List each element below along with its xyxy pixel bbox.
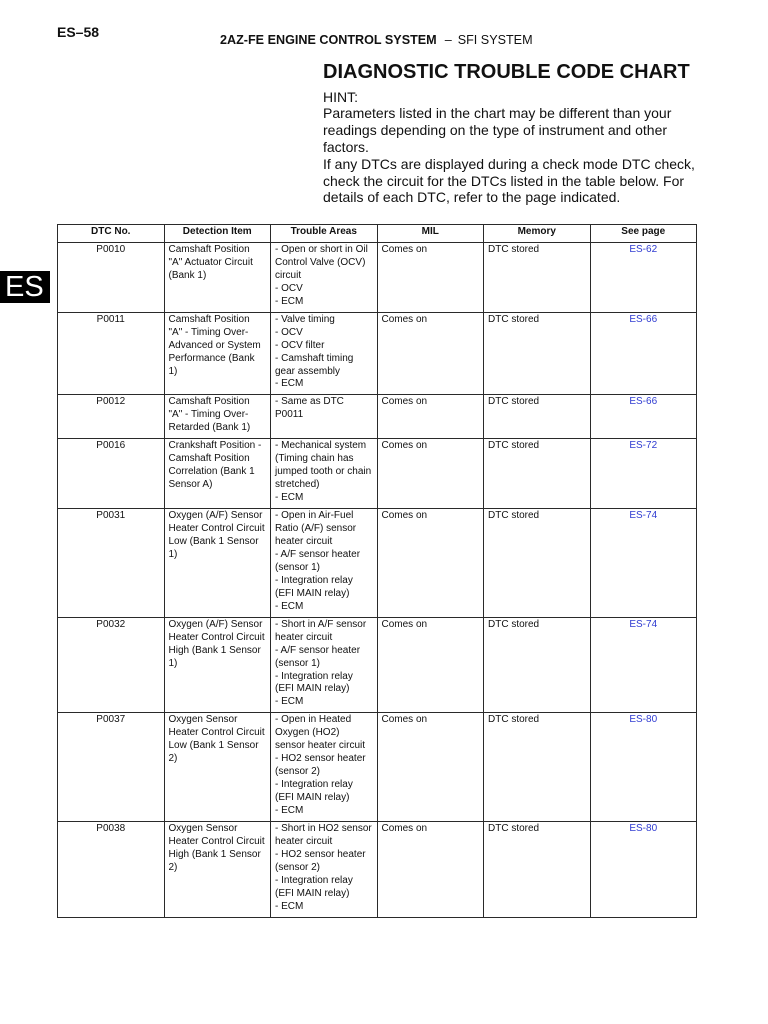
system-name: 2AZ-FE ENGINE CONTROL SYSTEM	[220, 33, 437, 47]
chart-title: DIAGNOSTIC TROUBLE CODE CHART	[323, 61, 690, 83]
trouble-areas-cell	[271, 439, 378, 509]
trouble-area-line: (sensor 2)	[275, 766, 321, 778]
dtc-code-cell: P0012	[58, 395, 165, 439]
trouble-area-line: - ECM	[275, 295, 304, 307]
mil-cell: Comes on	[377, 242, 484, 312]
memory-cell: DTC stored	[484, 713, 591, 822]
see-page-cell	[590, 509, 697, 618]
trouble-area-line: (EFI MAIN relay)	[275, 792, 350, 804]
memory-cell: DTC stored	[484, 617, 591, 713]
trouble-area-line: - Open or short in Oil	[275, 243, 368, 255]
hint-label: HINT:	[323, 88, 358, 105]
trouble-area-line: - Integration relay	[275, 670, 353, 682]
column-header-dtc-no: DTC No.	[58, 225, 165, 243]
column-header-see-page: See page	[590, 225, 697, 243]
see-page-link[interactable]: ES-74	[629, 510, 658, 522]
detection-item-line: Performance (Bank	[168, 352, 255, 364]
detection-item-line: 2)	[168, 861, 178, 873]
dtc-code-cell: P0032	[58, 617, 165, 713]
trouble-area-line: heater circuit	[275, 535, 333, 547]
detection-item-line: "A" - Timing Over-	[168, 409, 249, 421]
trouble-area-line: - ECM	[275, 600, 304, 612]
trouble-area-line: (Timing chain has	[275, 453, 354, 465]
table-row	[58, 617, 697, 713]
dtc-code-cell: P0010	[58, 242, 165, 312]
dtc-code-cell: P0038	[58, 821, 165, 917]
trouble-areas-cell	[271, 395, 378, 439]
detection-item-line: Correlation (Bank 1	[168, 466, 255, 478]
table-row	[58, 312, 697, 395]
detection-item-cell	[164, 821, 271, 917]
hint-paragraph: If any DTCs are displayed during a check mode DTC check, check the circuit for the DTCs listed in the table below. For details of each DTC, refer to the page indicated.	[323, 155, 695, 206]
see-page-link[interactable]: ES-66	[629, 396, 658, 408]
detection-item-cell	[164, 509, 271, 618]
detection-item-line: 1)	[168, 365, 178, 377]
detection-item-line: Low (Bank 1 Sensor	[168, 535, 259, 547]
see-page-link[interactable]: ES-80	[629, 714, 658, 726]
trouble-areas-cell	[271, 617, 378, 713]
memory-cell: DTC stored	[484, 312, 591, 395]
header-separator: –	[444, 33, 452, 47]
dtc-code-cell: P0037	[58, 713, 165, 822]
dtc-code-cell: P0011	[58, 312, 165, 395]
detection-item-cell	[164, 312, 271, 395]
detection-item-cell	[164, 242, 271, 312]
trouble-area-line: - A/F sensor heater	[275, 644, 361, 656]
detection-item-line: Oxygen (A/F) Sensor	[168, 618, 263, 630]
trouble-area-line: - OCV	[275, 326, 303, 338]
trouble-area-line: gear assembly	[275, 365, 341, 377]
trouble-area-line: heater circuit	[275, 835, 333, 847]
detection-item-line: 2)	[168, 753, 178, 765]
trouble-area-line: - OCV	[275, 282, 303, 294]
mil-cell: Comes on	[377, 821, 484, 917]
detection-item-line: (Bank 1)	[168, 269, 207, 281]
trouble-area-line: (EFI MAIN relay)	[275, 887, 350, 899]
detection-item-cell	[164, 439, 271, 509]
trouble-area-line: - ECM	[275, 900, 304, 912]
running-header	[220, 32, 533, 48]
detection-item-line: High (Bank 1 Sensor	[168, 644, 261, 656]
table-row	[58, 439, 697, 509]
hint-block	[323, 89, 703, 207]
trouble-area-line: - Integration relay	[275, 874, 353, 886]
trouble-area-line: Oxygen (HO2)	[275, 727, 340, 739]
trouble-area-line: - ECM	[275, 696, 304, 708]
see-page-cell	[590, 395, 697, 439]
detection-item-line: Heater Control Circuit	[168, 835, 265, 847]
trouble-area-line: - OCV filter	[275, 339, 325, 351]
dtc-code-cell: P0031	[58, 509, 165, 618]
hint-paragraph: Parameters listed in the chart may be different than your readings depending on the type of instrument and other factors.	[323, 105, 672, 155]
see-page-link[interactable]: ES-80	[629, 822, 658, 834]
trouble-area-line: P0011	[275, 409, 304, 421]
see-page-cell	[590, 439, 697, 509]
table-row	[58, 395, 697, 439]
table-row	[58, 242, 697, 312]
trouble-areas-cell	[271, 713, 378, 822]
column-header-trouble-areas: Trouble Areas	[271, 225, 378, 243]
detection-item-line: Camshaft Position	[168, 396, 250, 408]
trouble-area-line: circuit	[275, 269, 302, 281]
see-page-cell	[590, 242, 697, 312]
dtc-code-cell: P0016	[58, 439, 165, 509]
trouble-area-line: Ratio (A/F) sensor	[275, 523, 357, 535]
page-number: ES–58	[57, 24, 100, 40]
table-row	[58, 509, 697, 618]
table-row	[58, 821, 697, 917]
see-page-link[interactable]: ES-62	[629, 243, 658, 255]
detection-item-line: Low (Bank 1 Sensor	[168, 740, 259, 752]
trouble-areas-cell	[271, 509, 378, 618]
detection-item-cell	[164, 617, 271, 713]
trouble-area-line: (sensor 1)	[275, 561, 321, 573]
table-header-row	[58, 225, 697, 243]
trouble-area-line: - Short in A/F sensor	[275, 618, 367, 630]
trouble-area-line: (EFI MAIN relay)	[275, 683, 350, 695]
mil-cell: Comes on	[377, 312, 484, 395]
table-row	[58, 713, 697, 822]
memory-cell: DTC stored	[484, 395, 591, 439]
table-head	[58, 225, 697, 243]
detection-item-line: Heater Control Circuit	[168, 523, 265, 535]
column-header-detection-item: Detection Item	[164, 225, 271, 243]
see-page-cell	[590, 617, 697, 713]
trouble-area-line: - Open in Air-Fuel	[275, 510, 354, 522]
detection-item-line: Camshaft Position	[168, 453, 250, 465]
trouble-areas-cell	[271, 312, 378, 395]
detection-item-line: Oxygen Sensor	[168, 822, 238, 834]
table-body	[58, 242, 697, 917]
memory-cell: DTC stored	[484, 509, 591, 618]
trouble-area-line: (sensor 2)	[275, 861, 321, 873]
trouble-areas-cell	[271, 821, 378, 917]
trouble-area-line: jumped tooth or chain	[275, 466, 372, 478]
trouble-area-line: sensor heater circuit	[275, 740, 366, 752]
detection-item-line: Retarded (Bank 1)	[168, 422, 251, 434]
trouble-area-line: - HO2 sensor heater	[275, 753, 366, 765]
trouble-area-line: - Short in HO2 sensor	[275, 822, 372, 834]
trouble-area-line: - ECM	[275, 805, 304, 817]
detection-item-line: Sensor A)	[168, 479, 213, 491]
memory-cell: DTC stored	[484, 439, 591, 509]
mil-cell: Comes on	[377, 395, 484, 439]
trouble-area-line: - ECM	[275, 492, 304, 504]
column-header-mil: MIL	[377, 225, 484, 243]
trouble-area-line: stretched)	[275, 479, 320, 491]
memory-cell: DTC stored	[484, 821, 591, 917]
trouble-area-line: heater circuit	[275, 631, 333, 643]
trouble-area-line: - A/F sensor heater	[275, 548, 361, 560]
section-tab	[0, 271, 50, 303]
trouble-area-line: - HO2 sensor heater	[275, 848, 366, 860]
mil-cell: Comes on	[377, 439, 484, 509]
detection-item-line: Oxygen Sensor	[168, 714, 238, 726]
detection-item-cell	[164, 713, 271, 822]
detection-item-line: Crankshaft Position -	[168, 440, 262, 452]
memory-cell: DTC stored	[484, 242, 591, 312]
trouble-area-line: - ECM	[275, 378, 304, 390]
detection-item-line: Advanced or System	[168, 339, 261, 351]
mil-cell: Comes on	[377, 509, 484, 618]
see-page-link[interactable]: ES-72	[629, 440, 658, 452]
detection-item-cell	[164, 395, 271, 439]
trouble-area-line: - Integration relay	[275, 574, 353, 586]
detection-item-line: Camshaft Position	[168, 313, 250, 325]
detection-item-line: "A" - Timing Over-	[168, 326, 249, 338]
trouble-area-line: - Integration relay	[275, 779, 353, 791]
see-page-link[interactable]: ES-66	[629, 313, 658, 325]
trouble-area-line: (sensor 1)	[275, 657, 321, 669]
column-header-memory: Memory	[484, 225, 591, 243]
see-page-cell	[590, 821, 697, 917]
dtc-table	[57, 224, 697, 918]
see-page-cell	[590, 713, 697, 822]
see-page-link[interactable]: ES-74	[629, 618, 658, 630]
trouble-area-line: - Camshaft timing	[275, 352, 354, 364]
trouble-area-line: (EFI MAIN relay)	[275, 587, 350, 599]
trouble-area-line: - Mechanical system	[275, 440, 367, 452]
detection-item-line: 1)	[168, 548, 178, 560]
mil-cell: Comes on	[377, 617, 484, 713]
trouble-area-line: - Same as DTC	[275, 396, 344, 408]
detection-item-line: High (Bank 1 Sensor	[168, 848, 261, 860]
trouble-area-line: - Open in Heated	[275, 714, 352, 726]
section-tab-label: ES	[5, 271, 44, 303]
detection-item-line: Heater Control Circuit	[168, 631, 265, 643]
detection-item-line: Heater Control Circuit	[168, 727, 265, 739]
mil-cell: Comes on	[377, 713, 484, 822]
trouble-areas-cell	[271, 242, 378, 312]
detection-item-line: Oxygen (A/F) Sensor	[168, 510, 263, 522]
see-page-cell	[590, 312, 697, 395]
trouble-area-line: Control Valve (OCV)	[275, 256, 366, 268]
subsystem-name: SFI SYSTEM	[457, 33, 533, 47]
detection-item-line: 1)	[168, 657, 178, 669]
detection-item-line: "A" Actuator Circuit	[168, 256, 253, 268]
detection-item-line: Camshaft Position	[168, 243, 250, 255]
trouble-area-line: - Valve timing	[275, 313, 335, 325]
